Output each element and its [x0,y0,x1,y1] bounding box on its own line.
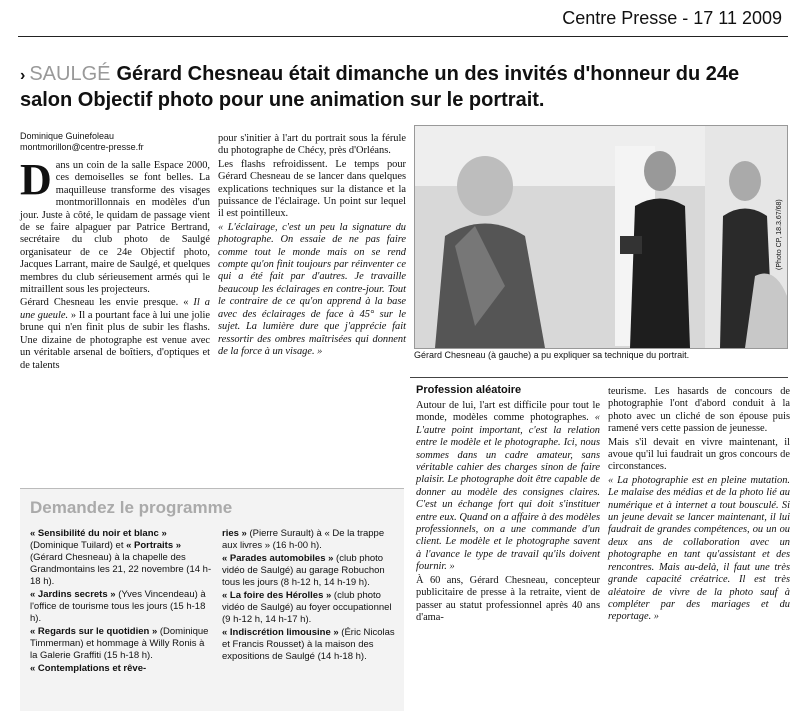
col1-paragraph-2b: » Il a pourtant face à lui une jolie brune qui n'en finit plus de subir les flashs. Une dizaine de photographe est venue avec un véritable arsenal de boîtiers, d'optiques et de talents [20,309,210,371]
masthead: Centre Presse - 17 11 2009 [562,8,782,28]
col2-paragraph-2: Les flashs refroidissent. Le temps pour Gérard Chesneau de se lancer dans quelques explications techniques sur la distance et la puissance de l'éclairage. Un point sur lequel il est pointilleux. [218,158,406,220]
headline [20,62,790,112]
col2-quote: « L'éclairage, c'est un peu la signature du photographe. On essaie de ne pas faire comme tout le monde mais on se rend compte qu'on finit toujours par réinventer ce qui a été fait par d'autres. Je travaille beaucoup les éclairages en contre-jour. Tout le contraire de ce qu'on apprend à la base avec des éclairages de face à 45° sur le sujet. La lumière dure que j'apprécie fait ressortir des ombres maîtrisées qui donnent de la force à un visage. » [218,221,406,357]
section-rule [410,377,788,378]
program-item: « Contemplations et rêve- [30,663,147,674]
col1-paragraph-1: ans un coin de la salle Espace 2000, ces demoiselles se font belles. La maquilleuse transforme des visages montmorillonnais en modèles d'un jour. Juste à côté, le quidam de passage vient de se faire alpaguer par Patrice Bertrand, secrétaire du club photo de Saulgé organisateur de ce 24e Objectif photo, Jacques Larrant, maire de Saulgé, et quelques membres du club sérieusement armés qui le mitraillent sous les projecteurs. [20,160,210,296]
byline [20,131,144,153]
program-list-2 [222,528,398,664]
program-item: « Sensibilité du noir et blanc » (Dominique Tuilard) et « Portraits » (Gérard Chesneau) à la chapelle des Grandmontains les 21, 22 novembre (14 h-18 h). [30,528,212,587]
program-box-title: Demandez le programme [30,498,233,517]
dropcap: D [20,155,52,204]
article-column-4 [608,386,790,625]
program-item: ries » (Pierre Surault) à « De la trappe aux livres » (16 h-00 h). [222,528,385,551]
program-item: « Indiscrétion limousine » (Éric Nicolas et Francis Rousset) à la maison des expositions de Saulgé (14 h-18 h). [222,627,395,662]
chevron-icon: › [20,67,26,84]
col3-paragraph-1: Autour de lui, l'art est difficile pour tout le monde, modèles comme photographes. [416,400,600,424]
byline-email[interactable]: montmorillon@centre-presse.fr [20,142,144,152]
col3-paragraph-2: À 60 ans, Gérard Chesneau, concepteur publicitaire de presse à la retraite, vient de passer au statut professionnel après 40 ans d'ama- [416,574,600,623]
col1-quote: Il a une gueule. [20,297,210,321]
program-item: « Jardins secrets » (Yves Vincendeau) à l'office de tourisme tous les jours (15 h-18 h). [30,589,206,624]
program-list-1 [30,528,212,676]
top-rule [18,36,788,37]
photo-caption: Gérard Chesneau (à gauche) a pu expliquer sa technique du portrait. [414,350,690,360]
article-column-1 [20,155,210,373]
col4-paragraph-2: Mais s'il devait en vivre maintenant, il avoue qu'il lui faudrait un gros concours de circonstances. [608,436,790,473]
article-column-3 [416,400,600,625]
photo-credit: (Photo CP, 18.3.67/68) [776,199,783,270]
article-photo [414,125,788,349]
article-column-2 [218,133,406,359]
program-item: « La foire des Hérolles » (club photo vidéo de Saulgé) au foyer occupationnel (9 h-12 h, 14 h-17 h). [222,590,392,625]
col3-quote: « L'autre point important, c'est la relation entre le modèle et le photographe. Ici, nous sommes dans un cadre amateur, sans véritable cahier des charges sinon de faire plaisir. Le photographe doit être capable de donner au modèle des consignes claires. C'est un échange fort qui doit s'instituer entre eux. Quand on a affaire à des modèles professionnels, on a une commande d'un client. Le modèle et le photographe savent à l'avance le type de travail qu'ils doivent fournir. » [416,412,600,573]
byline-author: Dominique Guinefoleau [20,131,115,141]
program-item: « Regards sur le quotidien » (Dominique Timmerman) et hommage à Willy Ronis à la Galerie Graffiti (15 h-18 h). [30,626,209,661]
col4-quote: « La photographie est en pleine mutation. Le malaise des médias et de la photo lié au numérique et à internet a tout bousculé. Si un jeune devait se lancer maintenant, il lui faudrait de grandes compétences, ou un ou deux ans de collaboration avec un photographe en tant qu'assistant et des rencontres. Mais au-delà, il faut une très grande capacité créatrice. Il est très aléatoire de vivre de la photo sauf à compléter par des mariages et du reportage. » [608,474,790,623]
col4-paragraph-1: teurisme. Les hasards de concours de photographie l'ont d'abord conduit à la photo avec un cliché de son épouse puis ramené vers cette passion de jeunesse. [608,386,790,435]
headline-text: Gérard Chesneau était dimanche un des invités d'honneur du 24e salon Objectif photo pour une animation sur le portrait. [20,63,740,111]
subheading: Profession aléatoire [416,384,522,396]
col1-paragraph-2a: Gérard Chesneau les envie presque. « [20,297,189,309]
col2-paragraph-1: pour s'initier à l'art du portrait sous la férule du photographe de Chécy, près d'Orléans. [218,133,406,157]
headline-city: SAULGÉ [29,63,111,85]
program-item: « Parades automobiles » (club photo vidéo de Saulgé) au garage Robuchon tous les jours (8 h-12 h, 14 h-19 h). [222,553,385,588]
